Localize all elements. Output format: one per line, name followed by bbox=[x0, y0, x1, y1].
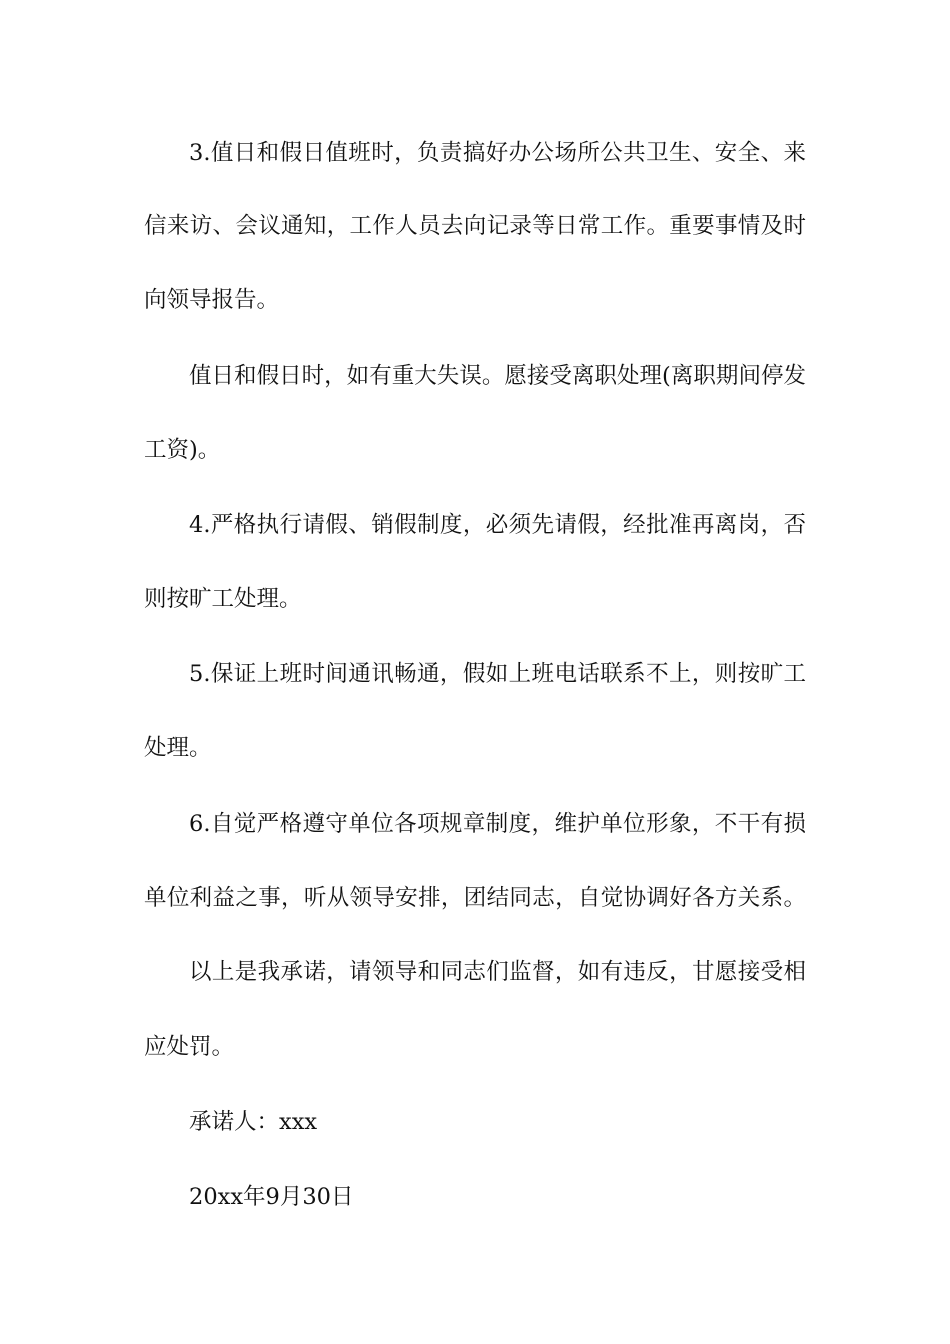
date-line: 20xx年9月30日 bbox=[189, 1184, 354, 1210]
paragraph-3-line-2: 信来访、会议通知，工作人员去向记录等日常工作。重要事情及时 bbox=[144, 213, 806, 239]
paragraph-4-line-1: 4.严格执行请假、销假制度，必须先请假，经批准再离岗，否 bbox=[189, 512, 806, 538]
paragraph-4-line-2: 则按旷工处理。 bbox=[144, 586, 302, 612]
closing-paragraph-line-1: 以上是我承诺，请领导和同志们监督，如有违反，甘愿接受相 bbox=[189, 959, 806, 985]
paragraph-6-line-2: 单位利益之事，听从领导安排，团结同志，自觉协调好各方关系。 bbox=[144, 885, 806, 911]
paragraph-5-line-2: 处理。 bbox=[144, 735, 212, 761]
duty-paragraph-line-2: 工资)。 bbox=[144, 437, 221, 463]
paragraph-3-line-1: 3.值日和假日值班时，负责搞好办公场所公共卫生、安全、来 bbox=[189, 140, 806, 166]
closing-paragraph-line-2: 应处罚。 bbox=[144, 1034, 235, 1060]
paragraph-3-line-3: 向领导报告。 bbox=[144, 287, 280, 313]
paragraph-5-line-1: 5.保证上班时间通讯畅通，假如上班电话联系不上，则按旷工 bbox=[189, 661, 806, 687]
signature-line: 承诺人：xxx bbox=[189, 1109, 318, 1135]
paragraph-6-line-1: 6.自觉严格遵守单位各项规章制度，维护单位形象，不干有损 bbox=[189, 811, 806, 837]
duty-paragraph-line-1: 值日和假日时，如有重大失误。愿接受离职处理(离职期间停发 bbox=[189, 363, 806, 389]
